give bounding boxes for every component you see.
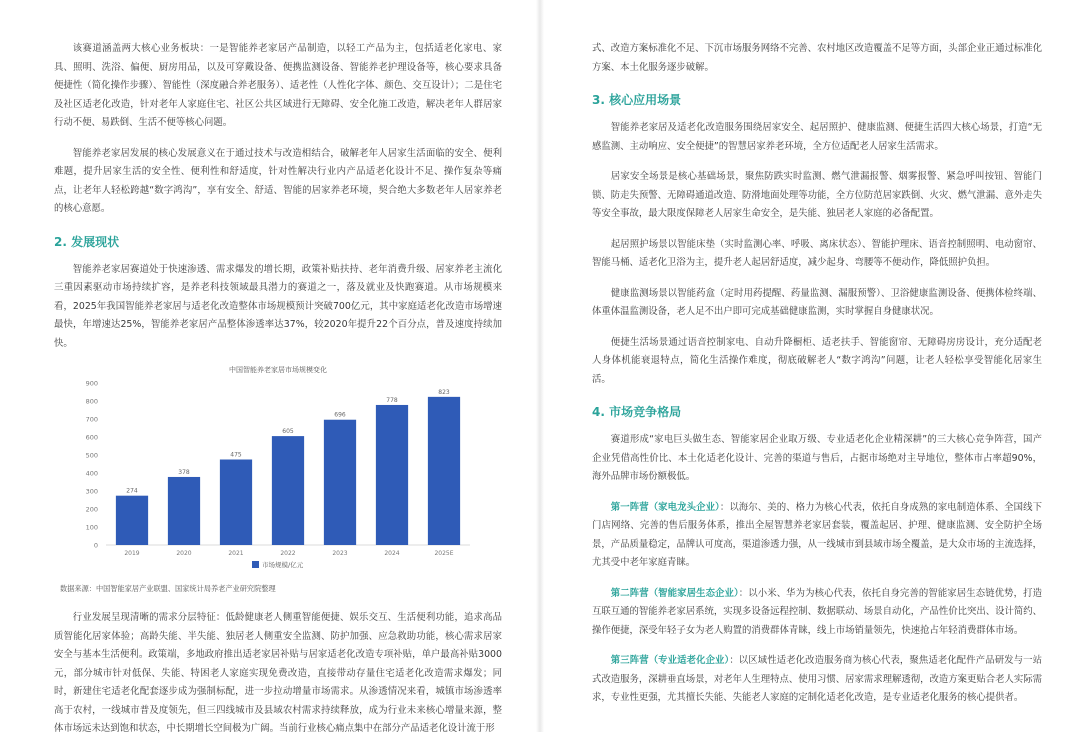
paragraph: 行业发展呈现清晰的需求分层特征：低龄健康老人侧重智能便捷、娱乐交互、生活便利功能，追求高品质智能化居家体验；高龄失能、半失能、独居老人侧重安全监测、防护加强、应急救助功能，核心需求居家安全与基本生活便利。政策端，多地政府推出适老家居补贴与居家适老化改造专项补贴，单户最高补贴3000元，部分城市针对低保、失能、特困老人家庭实现免费改造，直接带动存量住宅适老化改造需求爆发；同时，新建住宅适老化配套逐步成为强制标配，进一步拉动增量市场需求。从渗透情况来看，城镇市场渗透率高于农村，一线城市普及度领先，但三四线城市及县域农村需求持续释放，成为行业未来核心增量来源，整体市场远未达到饱和状态，中长期增长空间极为广阔。当前行业核心痛点集中在部分产品适老化设计流于形	[54, 612, 502, 734]
y-tick-label: 400	[85, 469, 98, 478]
camp-label: 第一阵营（家电龙头企业）	[610, 501, 720, 513]
bar	[376, 405, 408, 545]
bar-value-label: 378	[178, 468, 190, 476]
bar-value-label: 475	[230, 451, 242, 459]
camp-label: 第三阵营（专业适老化企业）	[610, 655, 730, 666]
paragraph	[592, 499, 1042, 573]
bar-value-label: 823	[438, 388, 450, 396]
camp-label: 第二阵营（智能家居生态企业）	[610, 587, 739, 599]
y-tick-label: 100	[85, 523, 98, 532]
x-tick-label: 2023	[332, 550, 348, 557]
left-page	[0, 0, 540, 732]
x-tick-label: 2019	[124, 550, 140, 557]
camp-text: ：以海尔、美的、格力为核心代表，依托自身成熟的家电制造体系、全国线下门店网络、完善的售后服务体系，推出全屋智慧养老家居套装，覆盖起居、护理、健康监测、安全防护全场景，产品质量稳定，品牌认可度高，渠道渗透力强，从一线城市到县域市场全覆盖，是大众市场的主流选择，尤其受中老年家庭青睐。	[592, 501, 1043, 568]
y-tick-label: 0	[93, 541, 98, 550]
bar	[272, 436, 304, 545]
bar	[168, 477, 200, 545]
bar	[324, 420, 356, 545]
bar-value-label: 605	[282, 428, 294, 436]
section-heading: 3. 核心应用场景	[592, 93, 682, 107]
paragraph: 健康监测场景以智能药盒（定时用药提醒、药量监测、漏服预警）、卫浴健康监测设备、便携体检终端、体重体温监测设备，老人足不出户即可完成基础健康监测，实时掌握自身健康状况。	[592, 287, 1042, 317]
camp-text: ：以区域性适老化改造服务商为核心代表，聚焦适老化配件产品研发与一站式改造服务，深耕垂直场景，对老年人生理特点、使用习惯、居家需求理解透彻，改造方案更贴合老人实际需求，专业性更强，尤其擅长失能、失能老人家庭的定制化适老化改造，是专业适老化服务的核心提供者。	[592, 655, 1043, 703]
x-tick-label: 2021	[228, 550, 244, 557]
y-tick-label: 900	[85, 379, 98, 388]
paragraph	[592, 585, 1042, 641]
x-tick-label: 2024	[384, 550, 400, 557]
camp-text: ：以小米、华为为核心代表，依托自身完善的智能家居生态链优势，打造互联互通的智能养老家居系统，实现多设备远程控制、数据联动、场景自动化，产品性价比突出、设计简约、操作便捷，深受年轻子女为老人购置的消费群体青睐，线上市场销量领先，快速抢占年轻消费群体市场。	[592, 587, 1043, 636]
paragraph: 该赛道涵盖两大核心业务板块：一是智能养老家居产品制造，以轻工产品为主，包括适老化家电、家具、照明、洗浴、偏便、厨房用品，以及可穿戴设备、便携监测设备、智能养老护理设备等，核心要求具备便捷性（简化操作步骤）、智能性（深度融合养老服务）、适老性（人性化字体、颜色、交互设计）；二是住宅及社区适老化改造，针对老年人家庭住宅、社区公共区域进行无障碍、安全化施工改造，解决老年人群居家行动不便、易跌倒、生活不便等核心问题。	[54, 43, 502, 128]
paragraph: 智能养老家居赛道处于快速渗透、需求爆发的增长期，政策补贴扶持、老年消费升级、居家养老主流化三重因素驱动市场持续扩容，是养老科技领域最具潜力的赛道之一，落及就业及快跑赛道。从市场规模来看，2025年我国智能养老家居与适老化改造整体市场规模预计突破700亿元，其中家庭适老化改造市场增速最快，年增速达25%，智能养老家居产品整体渗透率达37%，较2020年提升22个百分点，普及速度持续加快。	[54, 263, 502, 349]
bar	[116, 496, 148, 545]
paragraph: 居家安全场景是核心基础场景，聚焦防跌实时监测、燃气泄漏报警、烟雾报警、紧急呼叫按钮、智能门锁、防走失预警、无障碍通道改造、防滑地面处理等功能，全方位防范居家跌倒、火灾、燃气泄漏、意外走失等安全事故，最大限度保障老人居家生命安全，是失能、独居老人家庭的必备配置。	[592, 171, 1043, 219]
right-page	[540, 0, 1080, 732]
paragraph: 赛道形成“家电巨头做生态、智能家居企业取万级、专业适老化企业精深耕”的三大核心竞争阵营，国产企业凭借高性价比、本土化适老化设计、完善的渠道与售后，占据市场绝对主导地位，整体市占率超90%，海外品牌市场份额极低。	[592, 434, 1042, 482]
paragraph: 式、改造方案标准化不足、下沉市场服务网络不完善、农村地区改造覆盖不足等方面，头部企业正通过标准化方案、本土化服务逐步破解。	[592, 43, 1043, 73]
section-heading: 4. 市场竞争格局	[592, 405, 682, 419]
bar	[220, 460, 252, 546]
legend-swatch	[252, 561, 259, 568]
legend-label: 市场规模/亿元	[262, 561, 304, 569]
x-tick-label: 2022	[280, 550, 296, 557]
paragraph: 智能养老家居发展的核心发展意义在于通过技术与改造相结合，破解老年人居家生活面临的安全、便利难题，提升居家生活的安全性、便利性和舒适度，针对性解决行业内产品适老化设计不足、操作复杂等痛点，让老年人轻松跨越“数字鸿沟”，享有安全、舒适、智能的居家养老环境，契合绝大多数老年人居家养老的核心意愿。	[54, 147, 502, 214]
y-tick-label: 800	[85, 397, 98, 406]
bar	[428, 397, 460, 545]
y-tick-label: 600	[85, 433, 98, 442]
paragraph	[592, 652, 1042, 708]
y-tick-label: 700	[85, 415, 98, 424]
paragraph: 起居照护场景以智能床垫（实时监测心率、呼吸、离床状态）、智能护理床、语音控制照明、电动窗帘、智能马桶、适老化卫浴为主，提升老人起居舒适度，减少起身、弯腰等不便动作，降低照护负担。	[592, 238, 1042, 268]
x-tick-label: 2020	[176, 550, 192, 557]
data-source: 数据来源：中国智能家居产业联盟、国家统计局养老产业研究院整理	[60, 584, 276, 593]
y-tick-label: 200	[85, 505, 98, 514]
paragraph: 便捷生活场景通过语音控制家电、自动升降橱柜、适老扶手、智能窗帘、无障碍房房设计，充分适配老人身体机能衰退特点，简化生活操作难度，彻底破解老人“数字鸿沟”问题，让老人轻松享受智能化居家生活。	[592, 336, 1042, 385]
bar-value-label: 696	[334, 411, 346, 419]
chart-svg	[58, 377, 498, 577]
bar-chart	[58, 365, 498, 577]
x-tick-label: 2025E	[434, 550, 454, 557]
chart-title: 中国智能养老家居市场规模变化	[229, 366, 327, 374]
bar-value-label: 778	[386, 396, 398, 404]
section-heading: 2. 发展现状	[54, 234, 120, 249]
bar-value-label: 274	[126, 487, 138, 495]
y-tick-label: 300	[85, 487, 98, 496]
paragraph: 智能养老家居及适老化改造服务围绕居家安全、起居照护、健康监测、便捷生活四大核心场景，打造“无感监测、主动响应、安全便捷”的智慧居家养老环境，全方位适配老人居家生活需求。	[592, 122, 1042, 152]
y-tick-label: 500	[85, 451, 98, 460]
